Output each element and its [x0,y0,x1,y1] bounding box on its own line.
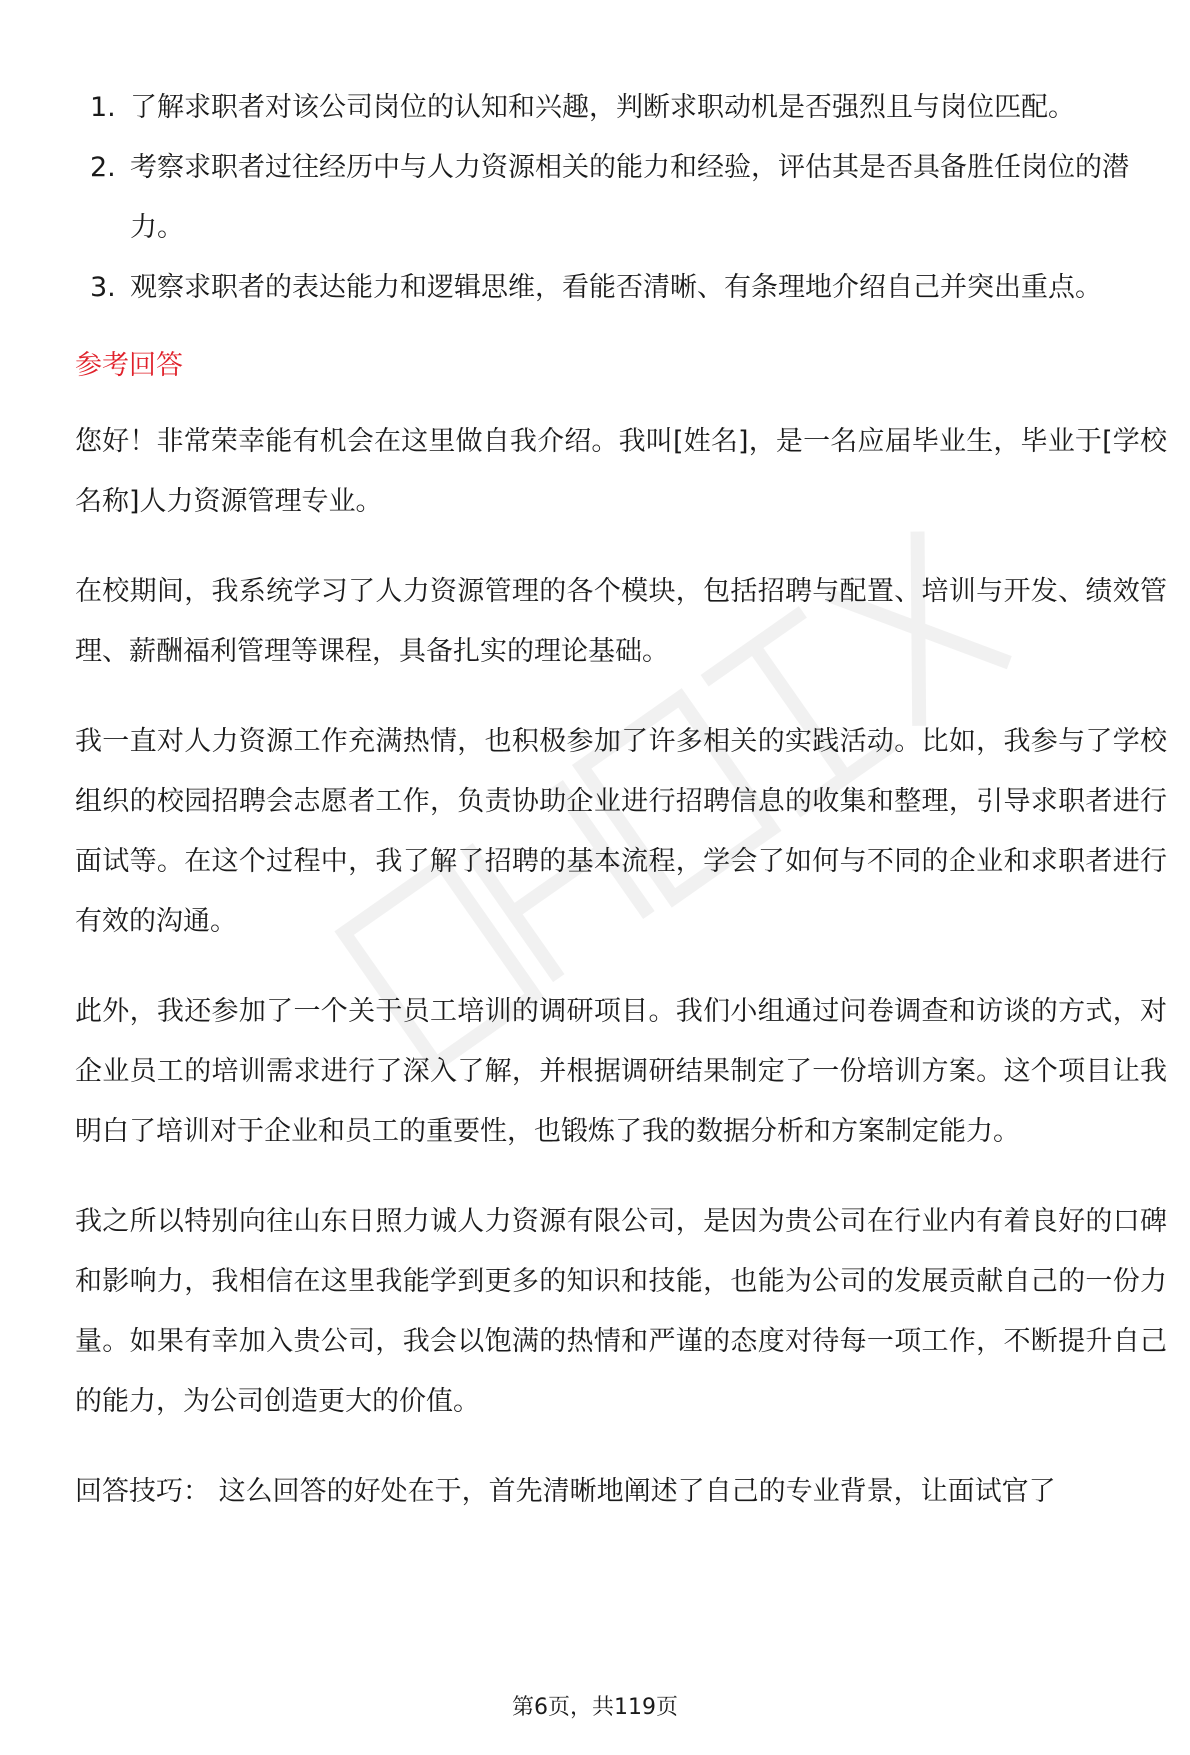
list-item [75,78,1167,138]
page-number: 第6页，共119页 [512,1695,678,1720]
list-item [75,138,1167,258]
evaluation-criteria-list [75,78,1167,318]
list-text: 考察求职者过往经历中与人力资源相关的能力和经验，评估其是否具备胜任岗位的潜力。 [130,152,1129,243]
list-number: 1. [90,92,116,123]
answer-tips: 回答技巧： 这么回答的好处在于，首先清晰地阐述了自己的专业背景，让面试官了 [75,1476,1056,1507]
answer-paragraph: 您好！非常荣幸能有机会在这里做自我介绍。我叫[姓名]，是一名应届毕业生，毕业于[学校名称]人力资源管理专业。 [75,426,1167,517]
answer-paragraph: 在校期间，我系统学习了人力资源管理的各个模块，包括招聘与配置、培训与开发、绩效管理、薪酬福利管理等课程，具备扎实的理论基础。 [75,576,1167,667]
answer-paragraph: 我一直对人力资源工作充满热情，也积极参加了许多相关的实践活动。比如，我参与了学校组织的校园招聘会志愿者工作，负责协助企业进行招聘信息的收集和整理，引导求职者进行面试等。在这个过程中，我了解了招聘的基本流程，学会了如何与不同的企业和求职者进行有效的沟通。 [75,726,1167,937]
answer-paragraph: 我之所以特别向往山东日照力诚人力资源有限公司，是因为贵公司在行业内有着良好的口碑和影响力，我相信在这里我能学到更多的知识和技能，也能为公司的发展贡献自己的一份力量。如果有幸加入贵公司，我会以饱满的热情和严谨的态度对待每一项工作，不断提升自己的能力，为公司创造更大的价值。 [75,1206,1167,1417]
list-number: 3. [90,272,116,303]
list-number: 2. [90,152,116,183]
document-content [75,78,1167,1522]
list-text: 观察求职者的表达能力和逻辑思维，看能否清晰、有条理地介绍自己并突出重点。 [130,272,1102,303]
section-title: 参考回答 [75,350,183,381]
list-text: 了解求职者对该公司岗位的认知和兴趣，判断求职动机是否强烈且与岗位匹配。 [130,92,1075,123]
answer-paragraph: 此外，我还参加了一个关于员工培训的调研项目。我们小组通过问卷调查和访谈的方式，对企业员工的培训需求进行了深入了解，并根据调研结果制定了一份培训方案。这个项目让我明白了培训对于企业和员工的重要性，也锻炼了我的数据分析和方案制定能力。 [75,996,1167,1147]
list-item [75,258,1167,318]
